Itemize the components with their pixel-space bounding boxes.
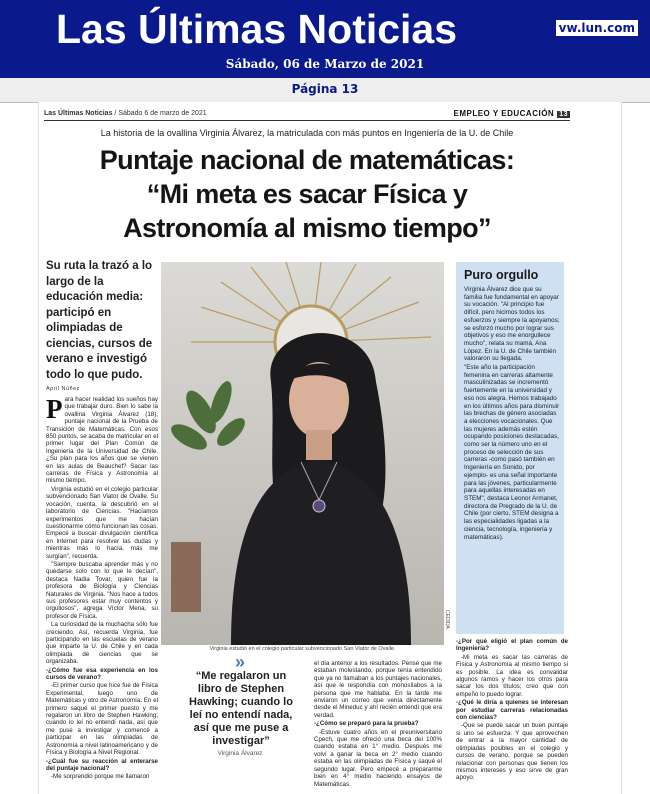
body-paragraph: ara hacer realidad los sueños hay que trabajar duro. Bien lo sabe la ovallina Virginia Álvarez (18), puntaje nacional de la Prueba de Transición de Matemáticas. Con esos 850 puntos, se acaba de matricular en el primer lugar del Plan Común de Ingeniería de la Universidad de Chile. ¿Su plan para los años que se vienen en las aulas de Beauchef? Sacar las carreras de Física y Astronomía al mismo tiempo. — [46, 396, 158, 485]
section-name: EMPLEO Y EDUCACIÓN — [453, 109, 555, 118]
article-column-1 — [46, 396, 158, 788]
interview-answer: -Me sorprendió porque me llamaron — [51, 773, 150, 781]
article-column-3 — [456, 638, 568, 788]
interview-question: -¿Cuál fue su reacción al enterarse del puntaje nacional? — [46, 757, 158, 772]
page-number-label: Página 13 — [291, 82, 359, 96]
article-column-2 — [314, 660, 442, 788]
site-link[interactable]: vw.lun.com — [556, 20, 638, 36]
quote-text: “Me regalaron un libro de Stephen Hawking; cuando lo leí no entendí nada, así que me puse a investigar” — [189, 670, 293, 747]
portrait-illustration — [161, 262, 444, 645]
article-headline — [44, 143, 570, 245]
article-byline: April Núñez — [46, 386, 80, 392]
article-photo — [161, 262, 444, 645]
pull-quote — [186, 652, 294, 774]
interview-question: -¿Por qué eligió el plan común de Ingeniería? — [456, 638, 568, 653]
interview-question: -¿Qué le diría a quienes se interesan por estudiar carreras relacionadas con ciencias? — [456, 699, 568, 722]
edition-date: Sábado, 06 de Marzo de 2021 — [225, 57, 425, 71]
sidebar-body — [464, 286, 560, 541]
folio-source: Las Últimas Noticias / Sábado 6 de marzo de 2021 — [44, 110, 207, 117]
article-kicker: La historia de la ovallina Virginia Álvarez, la matriculada con más puntos en Ingeniería de la U. de Chile — [100, 128, 514, 138]
body-paragraph: "Siempre buscaba aprender más y no quedarse solo con lo que le decían", destaca Nadia Tovar, quien fue la profesora de Biología y Ciencias Naturales de Virginia. "Nos hace a todos sus profesores estar muy contentos y orgullosos", agrega Víctor Mena, su profesor de Física. — [46, 560, 158, 620]
masthead-title: Las Últimas Noticias — [56, 6, 458, 52]
interview-question: -¿Cómo se preparó para la prueba? — [314, 720, 419, 728]
section-label — [453, 109, 570, 118]
body-paragraph: La curiosidad de la muchacha sólo fue creciendo. Así, recuerda Virginia, fue participando en las escuelas de verano que imparte la U. de Chile y en cada olimpiada de ciencias que se organizaba. — [46, 621, 158, 666]
quote-author: Virginia Álvarez — [217, 750, 263, 757]
drop-cap: P — [46, 396, 63, 424]
sidebar-box — [456, 262, 564, 634]
interview-question: -¿Cómo fue esa experiencia en los cursos de verano? — [46, 666, 158, 682]
photo-caption: Virginia estudió en el colegio particular subvencionado San Viator de Ovalle. — [209, 646, 396, 652]
folio-date: Sábado 6 de marzo de 2021 — [118, 110, 207, 117]
headline-line: Astronomía al mismo tiempo” — [123, 213, 491, 243]
page-indicator-bar — [0, 78, 650, 103]
quote-chevron-icon: » — [234, 652, 245, 672]
interview-answer: -Que se puede sacar un buen puntaje si uno se esfuerza. Y que aprovechen de entrar a la mayor cantidad de olimpiadas posibles en el colegio y cursos de verano, porque se pueden relacionar con personas que tienen los mismos intereses y eso sirve de gran apoyo. — [456, 722, 568, 782]
body-paragraph: el día anterior a los resultados. Pensé que me estaban molestando, porque tenía entendido que ya no llamaban a los puntajes nacionales, así que le respondía con monosílabos a la persona que me hablaba. En la tarde me enviaron un correo que venía directamente desde el Mineduc y ahí recién entendí que era verdad. — [314, 660, 442, 719]
folio-paper-name: Las Últimas Noticias — [44, 110, 113, 117]
sidebar-title: Puro orgullo — [464, 268, 539, 282]
article-deck: Su ruta la trazó a lo largo de la educación media: participó en olimpiadas de ciencias, cursos de verano e investigó todo lo que pudo. — [46, 260, 153, 381]
photo-credit: CEDIDA — [444, 610, 450, 629]
interview-answer: -Mi meta es sacar las carreras de Física y Astronomía al mismo tiempo si es posible. La idea es convalidar algunos ramos y hacer los otros para sacar los dos títulos; creo que con empeño lo puedo lograr. — [456, 653, 568, 698]
folio-page-number: 13 — [559, 111, 568, 118]
sidebar-paragraph: "Este año la participación femenina en carreras altamente masculinizadas se incrementó fuertemente en la universidad y eso nos alegra. Hemos trabajado en los últimos años para disminuir las brechas de género asociadas a elecciones vocacionales. Que las mujeres además estén ocupando posiciones destacadas, como ser la número uno en el proceso de selección de sus carreras -como pasó también en Ingeniería en Sonido, por ejemplo- es una señal importante para las jóvenes, particularmente para aquellas interesadas en STEM", destaca Leonor Armanet, directora de Pregrado de la U. de Chile (por cierto, STEM designa a las especialidades ligadas a la ciencia, tecnología, ingeniería y matemáticas). — [464, 364, 560, 541]
interview-answer: -El primer curso que hice fue de Física Experimental, luego uno de Matemáticas y otro de Astronomía. En el primero saqué el primer puesto y me regalaron un libro de Stephen Hawking; cuando lo leí no entendí nada, así que me puse a investigar y comencé a participar en las olimpiadas de Astronomía a nivel latinoamericano y de Física y Biología a Nivel Regional. — [46, 682, 158, 757]
sidebar-paragraph: Virginia Álvarez dice que su familia fue fundamental en apoyar su vocación. "Al principio fue difícil, pero hicimos todos los esfuerzos y siempre la apoyamos; se esforzó mucho por lograr sus objetivos y eso me enorgullece mucho", relata su mamá, Ana López. En la U. de Chile también valoraron su llegada. — [464, 286, 560, 363]
body-paragraph: Virginia estudió en el colegio particular subvencionado San Viator de Ovalle. Su vocación, cuenta, la descubrió en el laboratorio de Ciencias. "Hacíamos experimentos que me hacían cuestionarme cómo funcionan las cosas. Empecé a buscar divulgación científica en internet para resolver las dudas y mientras más lo hacía, más me surgían", recuerda. — [46, 485, 158, 560]
masthead — [0, 0, 650, 78]
headline-line: Puntaje nacional de matemáticas: — [99, 145, 515, 175]
folio-divider — [44, 120, 570, 121]
interview-answer: -Estuve cuatro años en el preuniversitario Cpech, que me ofreció una beca del 100% cuando estaba en 1° medio. Después me volví a ganar la beca en 2° medio cuando estaba en las olimpiadas de Física y saqué el segundo lugar. Pero empecé a prepararme bien en 4° medio haciendo ensayos de Matemáticas. — [314, 728, 442, 788]
headline-line: “Mi meta es sacar Física y — [146, 179, 468, 209]
